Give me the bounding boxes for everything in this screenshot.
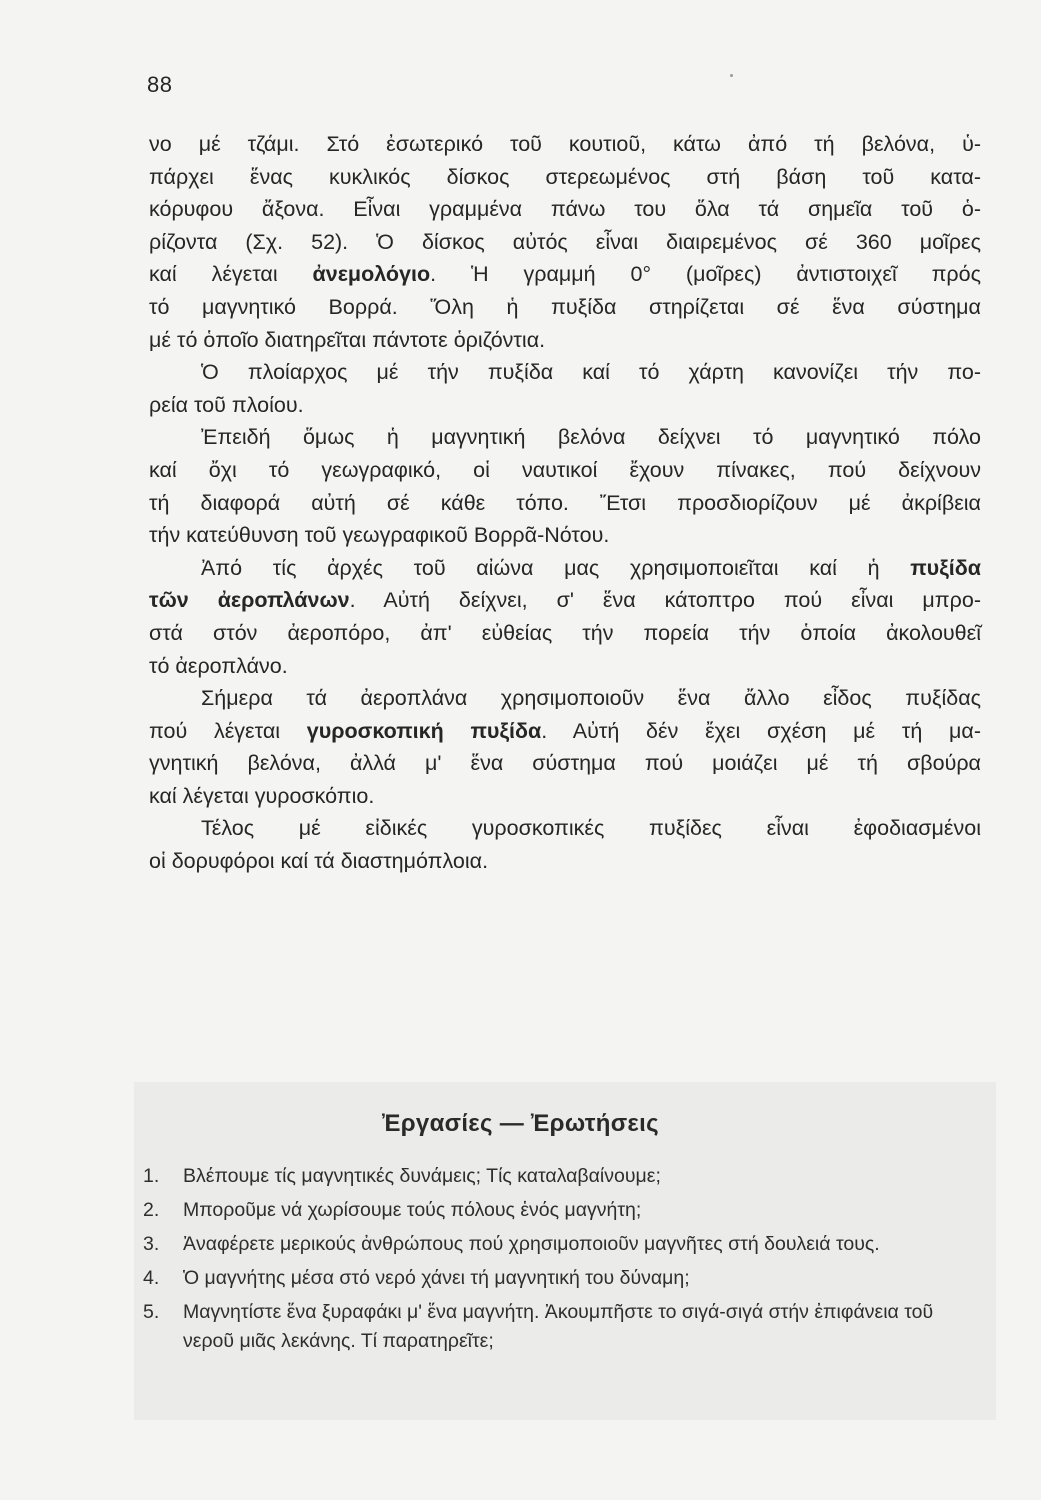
exercise-item [143, 1264, 981, 1293]
text-line: Σήμερα τά ἀεροπλάνα χρησιμοποιοῦν ἕνα ἄλλο εἶδος πυξίδας [201, 686, 981, 711]
text-line: Ἐπειδή ὅμως ἡ μαγνητική βελόνα δείχνει τό μαγνητικό πόλο [201, 425, 981, 450]
text-line: πού λέγεται γυροσκοπική πυξίδα. Αὐτή δέν ἔχει σχέση μέ τή μα- [149, 718, 981, 743]
text-line: γνητική βελόνα, ἀλλά μ' ἕνα σύστημα πού μοιάζει μέ τή σβούρα [149, 751, 981, 776]
paragraph [149, 128, 981, 356]
text-line: τό ἀεροπλάνο. [149, 653, 288, 678]
text-line: πάρχει ἕνας κυκλικός δίσκος στερεωμένος στή βάση τοῦ κατα- [149, 164, 981, 189]
text-line: μέ τό ὁποῖο διατηρεῖται πάντοτε ὁριζόντια. [149, 327, 546, 352]
exercise-text: Μαγνητίστε ἕνα ξυραφάκι μ' ἕνα μαγνήτη. Ἀκουμπῆστε το σιγά-σιγά στήν ἐπιφάνεια τοῦ νεροῦ μιᾶς λεκάνης. Τί παρατηρεῖτε; [183, 1301, 934, 1352]
paragraph [149, 421, 981, 551]
exercises-heading: Ἐργασίες — Ἐρωτήσεις [382, 1110, 659, 1137]
exercise-number: 5. [143, 1301, 160, 1323]
exercise-number: 3. [143, 1233, 160, 1255]
text-line: καί λέγεται ἀνεμολόγιο. Ἡ γραμμή 0° (μοῖρες) ἀντιστοιχεῖ πρός [149, 262, 981, 287]
exercise-text: Ἀναφέρετε μερικούς ἀνθρώπους πού χρησιμοποιοῦν μαγνῆτες στή δουλειά τους. [183, 1233, 880, 1255]
exercise-number: 4. [143, 1267, 160, 1289]
exercise-text: Μποροῦμε νά χωρίσουμε τούς πόλους ἑνός μαγνήτη; [183, 1199, 642, 1221]
print-speck [730, 74, 733, 77]
text-line: καί ὄχι τό γεωγραφικό, οἱ ναυτικοί ἔχουν πίνακες, πού δείχνουν [149, 457, 981, 482]
exercise-text: Ὁ μαγνήτης μέσα στό νερό χάνει τή μαγνητική του δύναμη; [183, 1267, 690, 1289]
text-line: καί λέγεται γυροσκόπιο. [149, 783, 375, 808]
paragraph [149, 682, 981, 812]
text-line: κόρυφου ἄξονα. Εἶναι γραμμένα πάνω του ὅλα τά σημεῖα τοῦ ὁ- [149, 197, 981, 222]
text-line: ρίζοντα (Σχ. 52). Ὁ δίσκος αὐτός εἶναι διαιρεμένος σέ 360 μοῖρες [149, 229, 981, 254]
text-line: τή διαφορά αὐτή σέ κάθε τόπο. Ἔτσι προσδιορίζουν μέ ἀκρίβεια [149, 490, 981, 515]
exercise-number: 1. [143, 1165, 160, 1187]
text-line: τό μαγνητικό Βορρά. Ὅλη ἡ πυξίδα στηρίζεται σέ ἕνα σύστημα [149, 294, 981, 319]
page-number: 88 [147, 72, 173, 97]
text-line: νο μέ τζάμι. Στό ἐσωτερικό τοῦ κουτιοῦ, κάτω ἀπό τή βελόνα, ὑ- [149, 132, 981, 156]
text-line: τῶν ἀεροπλάνων. Αὐτή δείχνει, σ' ἕνα κάτοπτρο πού εἶναι μπρο- [149, 588, 981, 613]
paragraph [149, 356, 981, 421]
text-line: τήν κατεύθυνση τοῦ γεωγραφικοῦ Βορρᾶ-Νότου. [149, 523, 610, 548]
exercise-text: Βλέπουμε τίς μαγνητικές δυνάμεις; Τίς καταλαβαίνουμε; [183, 1165, 661, 1187]
exercise-number: 2. [143, 1199, 160, 1221]
text-line: στά στόν ἀεροπόρο, ἀπ' εὐθείας τήν πορεία τήν ὁποία ἀκολουθεῖ [149, 620, 981, 645]
exercise-item [143, 1298, 981, 1356]
text-line: ρεία τοῦ πλοίου. [149, 392, 304, 417]
text-line: Τέλος μέ εἰδικές γυροσκοπικές πυξίδες εἶναι ἐφοδιασμένοι [201, 816, 981, 841]
text-line: οἱ δορυφόροι καί τά διαστημόπλοια. [149, 849, 489, 874]
exercise-list [143, 1162, 981, 1361]
text-line: Ἀπό τίς ἀρχές τοῦ αἰώνα μας χρησιμοποιεῖται καί ἡ πυξίδα [201, 555, 981, 580]
paragraph [149, 552, 981, 682]
exercise-item [143, 1196, 981, 1225]
exercise-item [143, 1162, 981, 1191]
text-line: Ὁ πλοίαρχος μέ τήν πυξίδα καί τό χάρτη κανονίζει τήν πο- [201, 360, 981, 385]
body-text [149, 128, 981, 878]
exercise-item [143, 1230, 981, 1259]
paragraph [149, 812, 981, 877]
